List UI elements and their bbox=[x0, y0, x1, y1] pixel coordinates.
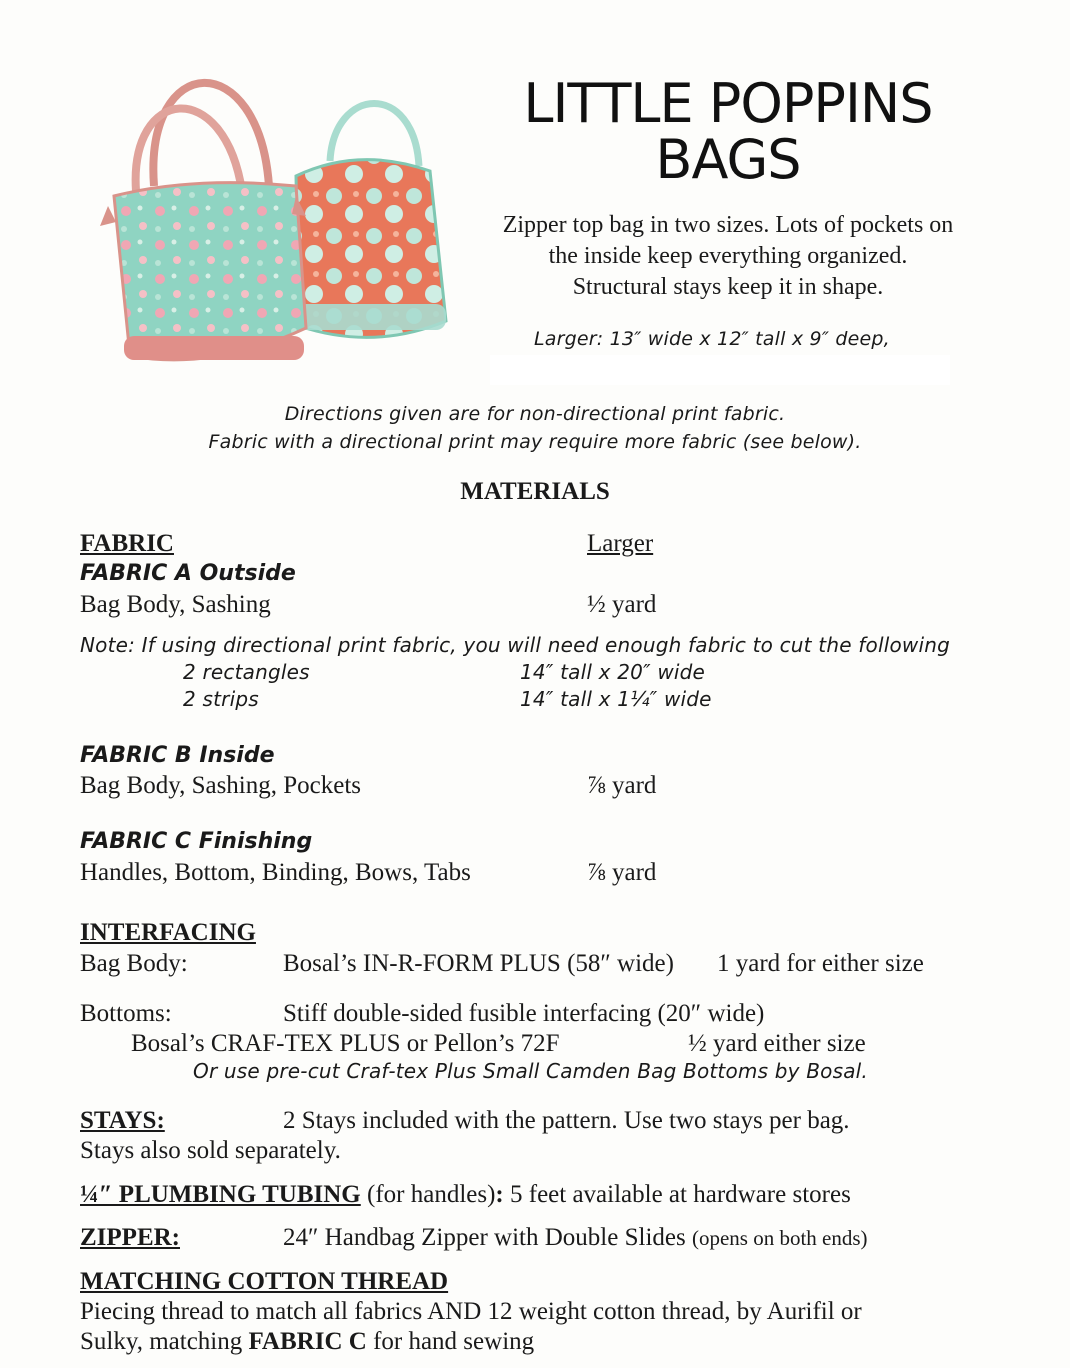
zipper-line bbox=[283, 1224, 868, 1252]
directions-note bbox=[0, 400, 1070, 456]
fabric-b-item: Bag Body, Sashing, Pockets bbox=[80, 772, 362, 799]
fabric-c-item: Handles, Bottom, Binding, Bows, Tabs bbox=[80, 859, 471, 886]
fabric-c-heading: FABRIC C Finishing bbox=[80, 829, 313, 854]
title-line-1: LITTLE POPPINS bbox=[523, 72, 933, 135]
bottoms-product: Stiff double-sided fusible interfacing (20″ wide) bbox=[283, 1000, 765, 1027]
thread-line-2 bbox=[80, 1328, 534, 1356]
tubing-text: 5 feet available at hardware stores bbox=[503, 1181, 851, 1208]
intro-line-2: the inside keep everything organized. bbox=[548, 243, 908, 269]
tubing-for: (for handles) bbox=[360, 1181, 496, 1208]
intro-line-1: Zipper top bag in two sizes. Lots of pockets on bbox=[502, 212, 954, 238]
thread-line-2-post: for hand sewing bbox=[366, 1328, 535, 1355]
bag-body-product: Bosal’s IN-R-FORM PLUS (58″ wide) bbox=[283, 950, 674, 977]
bottoms-label: Bottoms: bbox=[80, 1000, 172, 1027]
directional-note: Note: If using directional print fabric, you will need enough fabric to cut the following bbox=[80, 633, 950, 657]
zipper-text: 24″ Handbag Zipper with Double Slides bbox=[283, 1224, 686, 1251]
fabric-a-item: Bag Body, Sashing bbox=[80, 591, 271, 618]
thread-line-1: Piecing thread to match all fabrics AND 12 weight cotton thread, by Aurifil or bbox=[80, 1298, 862, 1325]
directions-line-2: Fabric with a directional print may require more fabric (see below). bbox=[208, 431, 862, 453]
bottoms-amount: ½ yard either size bbox=[688, 1030, 866, 1057]
thread-fabric-c: FABRIC C bbox=[248, 1328, 367, 1355]
stays-line-1: 2 Stays included with the pattern. Use two stays per bag. bbox=[283, 1107, 850, 1134]
tubing-label: ¼″ PLUMBING TUBING bbox=[80, 1181, 361, 1208]
directions-line-1: Directions given are for non-directional print fabric. bbox=[284, 403, 786, 425]
title-line-2: BAGS bbox=[655, 128, 801, 191]
fabric-b-heading: FABRIC B Inside bbox=[80, 743, 275, 768]
intro-line-3: Structural stays keep it in shape. bbox=[572, 274, 884, 300]
size-column-heading: Larger bbox=[587, 530, 654, 557]
stays-label: STAYS: bbox=[80, 1107, 165, 1134]
intro-text bbox=[468, 210, 988, 303]
cut-label-rectangles: 2 rectangles bbox=[183, 660, 310, 684]
fabric-heading: FABRIC bbox=[80, 530, 174, 557]
fabric-b-amount: ⅞ yard bbox=[587, 772, 657, 799]
thread-line-2-pre: Sulky, matching bbox=[80, 1328, 249, 1355]
bag-body-label: Bag Body: bbox=[80, 950, 188, 977]
zipper-note: (opens on both ends) bbox=[691, 1226, 868, 1250]
materials-heading: MATERIALS bbox=[460, 478, 610, 505]
whiteout-strip bbox=[490, 355, 950, 385]
bottoms-note: Or use pre-cut Craf-tex Plus Small Camden Bag Bottoms by Bosal. bbox=[193, 1059, 868, 1083]
cut-label-strips: 2 strips bbox=[183, 687, 259, 711]
interfacing-heading: INTERFACING bbox=[80, 919, 256, 946]
cut-size-rectangles: 14″ tall x 20″ wide bbox=[520, 660, 706, 684]
stays-line-2: Stays also sold separately. bbox=[80, 1137, 341, 1164]
thread-heading: MATCHING COTTON THREAD bbox=[80, 1268, 449, 1295]
page-title bbox=[468, 72, 988, 191]
bags-photo bbox=[84, 66, 464, 374]
tubing-colon: : bbox=[495, 1181, 504, 1208]
tubing-line bbox=[80, 1181, 851, 1209]
fabric-a-heading: FABRIC A Outside bbox=[80, 561, 296, 586]
fabric-a-amount: ½ yard bbox=[587, 591, 657, 618]
fabric-c-amount: ⅞ yard bbox=[587, 859, 657, 886]
zipper-label: ZIPPER: bbox=[80, 1224, 180, 1251]
cut-size-strips: 14″ tall x 1¼″ wide bbox=[520, 687, 712, 711]
bag-body-amount: 1 yard for either size bbox=[717, 950, 924, 977]
size-note: Larger: 13″ wide x 12″ tall x 9″ deep, bbox=[534, 328, 890, 350]
bottoms-alternative: Bosal’s CRAF-TEX PLUS or Pellon’s 72F bbox=[131, 1030, 560, 1057]
